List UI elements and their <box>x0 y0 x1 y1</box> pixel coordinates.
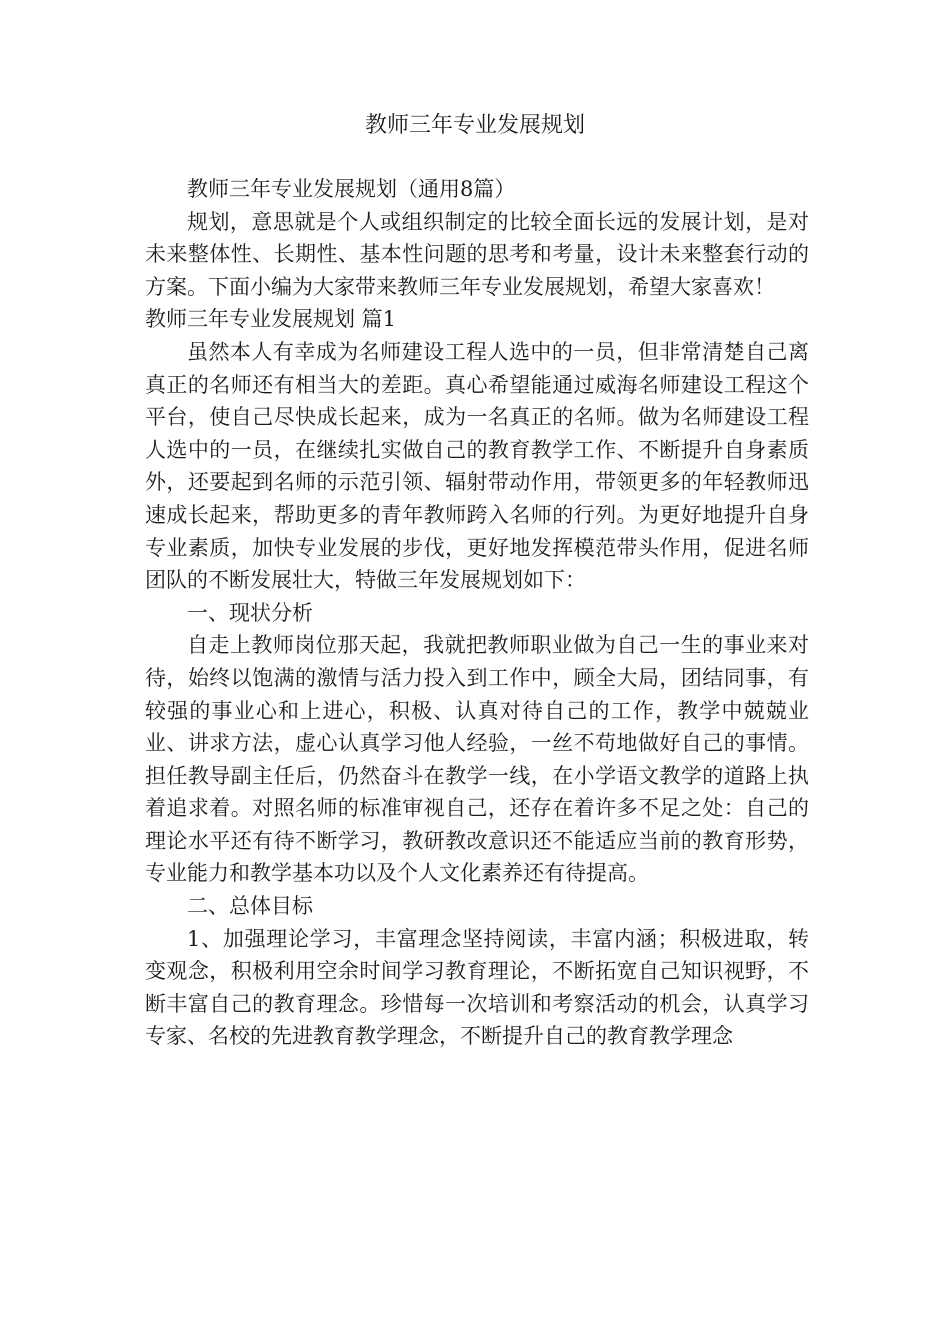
intro-paragraph: 规划，意思就是个人或组织制定的比较全面长远的发展计划，是对未来整体性、长期性、基本性问题的思考和考量，设计未来整套行动的方案。下面小编为大家带来教师三年专业发展规划，希望大家喜欢！ <box>145 209 809 299</box>
paragraph-1: 虽然本人有幸成为名师建设工程人选中的一员，但非常清楚自己离真正的名师还有相当大的差距。真心希望能通过威海名师建设工程这个平台，使自己尽快成长起来，成为一名真正的名师。做为名师建设工程人选中的一员，在继续扎实做自己的教育教学工作、不断提升自身素质外，还要起到名师的示范引领、辐射带动作用，带领更多的年轻教师迅速成长起来，帮助更多的青年教师跨入名师的行列。为更好地提升自身专业素质，加快专业发展的步伐，更好地发挥模范带头作用，促进名师团队的不断发展壮大，特做三年发展规划如下： <box>145 339 809 593</box>
section-heading: 教师三年专业发展规划 篇1 <box>145 307 397 332</box>
heading-overall-goals: 二、总体目标 <box>187 894 313 919</box>
paragraph-3: 1、加强理论学习，丰富理念坚持阅读，丰富内涵；积极进取，转变观念，积极利用空余时间学习教育理论，不断拓宽自己知识视野，不断丰富自己的教育理念。珍惜每一次培训和考察活动的机会，认真学习专家、名校的先进教育教学理念，不断提升自己的教育教学理念 <box>145 926 809 1049</box>
paragraph-2: 自走上教师岗位那天起，我就把教师职业做为自己一生的事业来对待，始终以饱满的激情与活力投入到工作中，顾全大局，团结同事，有较强的事业心和上进心，积极、认真对待自己的工作，教学中兢兢业业、讲求方法，虚心认真学习他人经验，一丝不苟地做好自己的事情。担任教导副主任后，仍然奋斗在教学一线，在小学语文教学的道路上执着追求着。对照名师的标准审视自己，还存在着许多不足之处：自己的理论水平还有待不断学习，教研教改意识还不能适应当前的教育形势，专业能力和教学基本功以及个人文化素养还有待提高。 <box>145 633 809 886</box>
heading-status-analysis: 一、现状分析 <box>187 600 313 625</box>
document-body <box>145 173 809 1053</box>
document-title: 教师三年专业发展规划 <box>364 113 585 138</box>
document-subtitle: 教师三年专业发展规划（通用8篇） <box>187 177 516 201</box>
